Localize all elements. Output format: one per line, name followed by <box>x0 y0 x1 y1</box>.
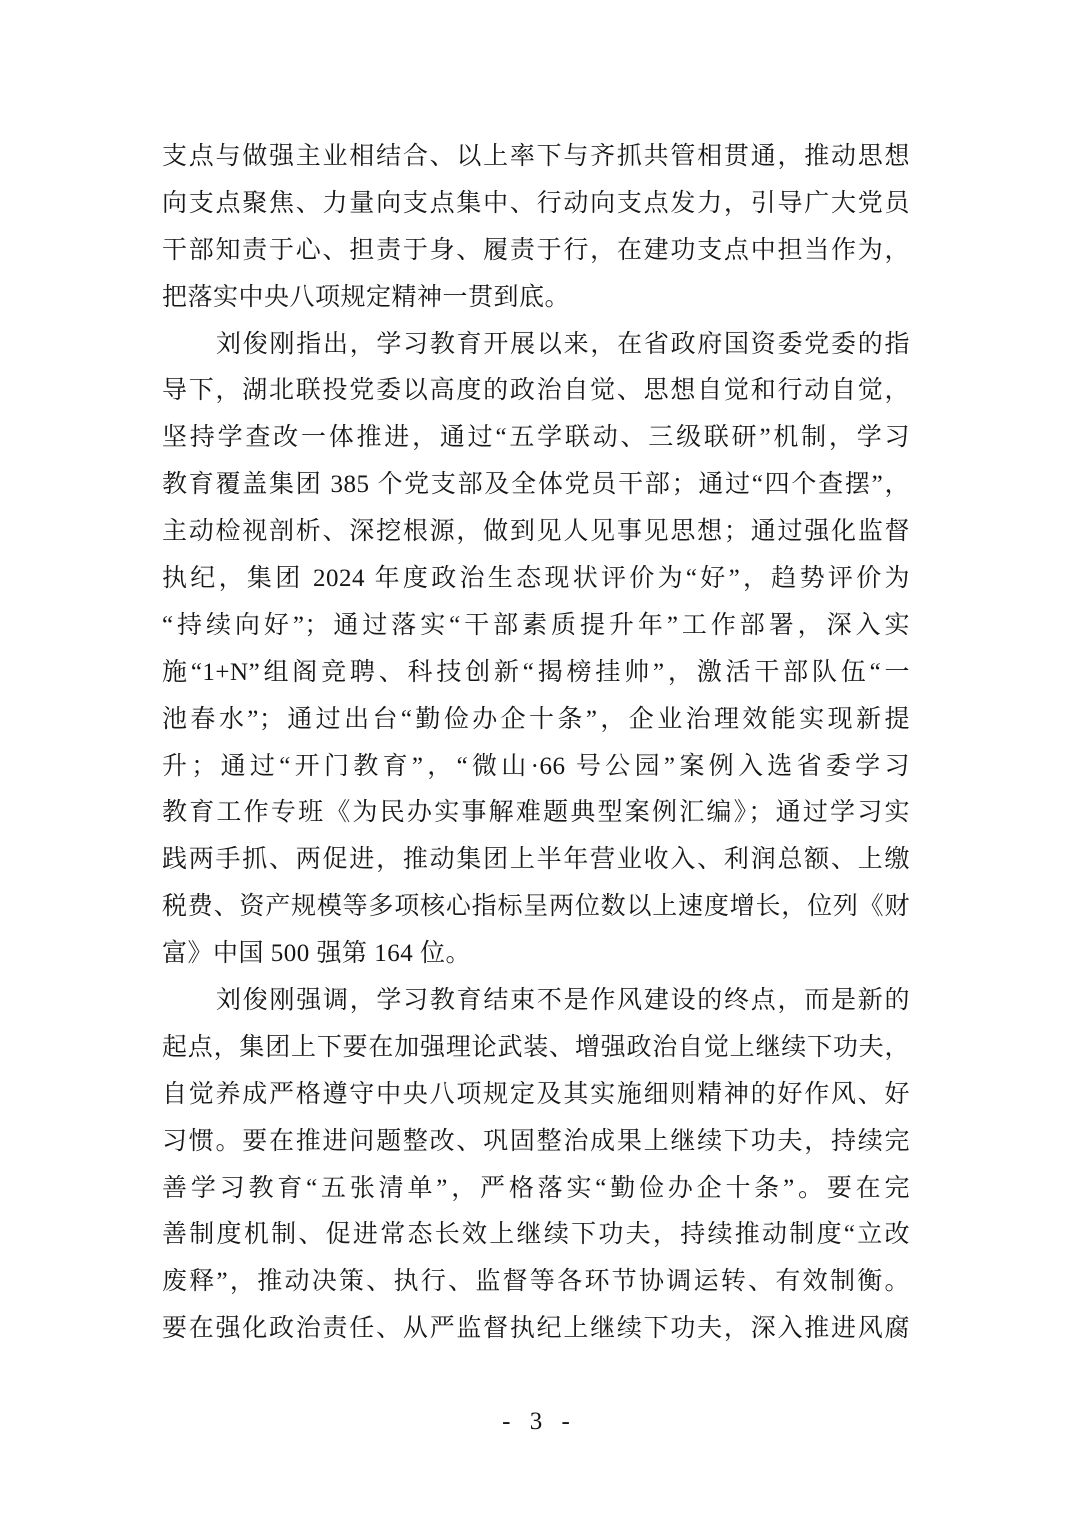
document-body-text <box>162 134 910 1353</box>
text-line: 池春水”；通过出台“勤俭办企十条”，企业治理效能实现新提 <box>162 705 910 733</box>
text-line: 执纪，集团 2024 年度政治生态现状评价为“好”，趋势评价为 <box>162 565 910 593</box>
text-line: 善制度机制、促进常态长效上继续下功夫，持续推动制度“立改 <box>162 1221 910 1249</box>
text-line: 坚持学查改一体推进，通过“五学联动、三级联研”机制，学习 <box>162 424 910 452</box>
paragraph <box>162 978 910 1353</box>
text-line: 废释”，推动决策、执行、监督等各环节协调运转、有效制衡。 <box>162 1268 910 1296</box>
text-line: 导下，湖北联投党委以高度的政治自觉、思想自觉和行动自觉， <box>162 377 910 405</box>
text-line: 起点，集团上下要在加强理论武装、增强政治自觉上继续下功夫， <box>162 1033 910 1061</box>
page-number: - 3 - <box>502 1408 572 1435</box>
text-line: 要在强化政治责任、从严监督执纪上继续下功夫，深入推进风腐 <box>162 1315 910 1343</box>
text-line: 善学习教育“五张清单”，严格落实“勤俭办企十条”。要在完 <box>162 1174 910 1202</box>
text-line: 向支点聚焦、力量向支点集中、行动向支点发力，引导广大党员 <box>162 189 910 217</box>
text-line: 自觉养成严格遵守中央八项规定及其实施细则精神的好作风、好 <box>162 1080 910 1108</box>
text-line: 习惯。要在推进问题整改、巩固整治成果上继续下功夫，持续完 <box>162 1127 910 1155</box>
paragraph <box>162 322 910 978</box>
text-line: 干部知责于心、担责于身、履责于行，在建功支点中担当作为， <box>162 236 910 264</box>
paragraph <box>162 134 910 322</box>
text-line: 教育覆盖集团 385 个党支部及全体党员干部；通过“四个查摆”， <box>162 471 910 499</box>
text-line: 支点与做强主业相结合、以上率下与齐抓共管相贯通，推动思想 <box>162 143 910 170</box>
text-line: 刘俊刚指出，学习教育开展以来，在省政府国资委党委的指 <box>216 330 910 358</box>
text-line: 富》中国 500 强第 164 位。 <box>162 940 472 968</box>
text-line: 施“1+N”组阁竞聘、科技创新“揭榜挂帅”，激活干部队伍“一 <box>162 658 910 686</box>
text-line: 升；通过“开门教育”，“微山·66 号公园”案例入选省委学习 <box>162 752 910 780</box>
text-line: 主动检视剖析、深挖根源，做到见人见事见思想；通过强化监督 <box>162 518 910 546</box>
text-line: 税费、资产规模等多项核心指标呈两位数以上速度增长，位列《财 <box>162 893 910 921</box>
text-line: 刘俊刚强调，学习教育结束不是作风建设的终点，而是新的 <box>216 987 910 1015</box>
text-line: 把落实中央八项规定精神一贯到底。 <box>162 283 571 311</box>
text-line: 教育工作专班《为民办实事解难题典型案例汇编》；通过学习实 <box>162 799 910 827</box>
text-line: “持续向好”；通过落实“干部素质提升年”工作部署，深入实 <box>162 611 910 639</box>
text-line: 践两手抓、两促进，推动集团上半年营业收入、利润总额、上缴 <box>162 846 910 874</box>
